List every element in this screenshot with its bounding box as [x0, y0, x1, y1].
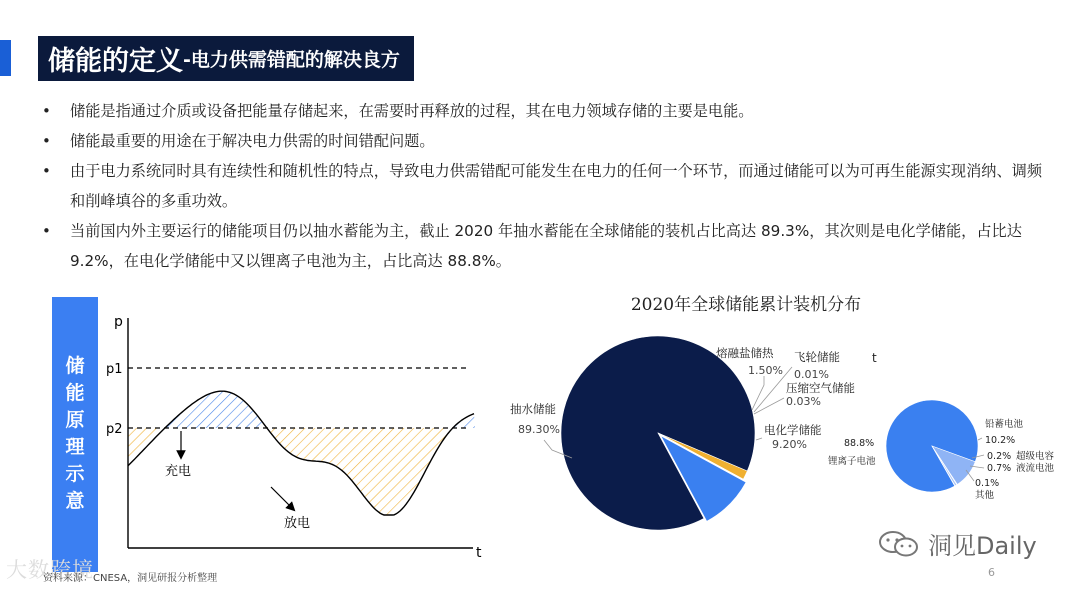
pie-label: 铅蓄电池 — [985, 419, 1024, 430]
pie-value: 1.50% — [748, 364, 783, 377]
brand-name: 洞见Daily — [928, 532, 1037, 560]
pie-main — [561, 336, 755, 530]
bullet-item: • 储能最重要的用途在于解决电力供需的时间错配问题。 — [42, 126, 1052, 156]
chart-title: 2020年全球储能累计装机分布 — [630, 295, 862, 315]
bullet-item: • 由于电力系统同时具有连续性和随机性的特点，导致电力供需错配可能发生在电力的任何一个环节，而通过储能可以为可再生能源实现消纳、调频和削峰填谷的多重功效。 — [42, 156, 1052, 216]
pie-label: 抽水储能 — [510, 402, 556, 416]
bullet-item: • 当前国内外主要运行的储能项目仍以抽水蓄能为主，截止 2020 年抽水蓄能在全球储能的装机占比高达 89.3%，其次则是电化学储能，占比达 9.2%，在电化学储能中又以锂离子电池为主，占比高达 88.8%。 — [42, 216, 1052, 276]
side-label-char: 意 — [65, 490, 85, 512]
wechat-icon — [878, 529, 922, 559]
brand-logo — [878, 526, 1037, 561]
bullet-item: • 储能是指通过介质或设备把能量存储起来，在需要时再释放的过程，其在电力领域存储的主要是电能。 — [42, 96, 1052, 126]
pie-value: 9.20% — [772, 438, 807, 451]
side-label-char: 能 — [65, 382, 85, 404]
pie-label: 压缩空气储能 — [786, 381, 855, 395]
pie-label: 液流电池 — [1016, 463, 1055, 474]
axis-x-label: t — [476, 545, 482, 561]
title-sub: -电力供需错配的解决良方 — [183, 49, 400, 71]
level-high-label: p1 — [106, 362, 123, 377]
sub-chart-title: t — [872, 351, 877, 365]
charge-label: 充电 — [165, 464, 192, 479]
title-main: 储能的定义 — [48, 46, 183, 77]
pie-value: 0.7% — [987, 463, 1012, 474]
side-label-char: 储 — [65, 355, 85, 377]
pie-label: 飞轮储能 — [794, 350, 840, 364]
pie-label: 锂离子电池 — [828, 456, 876, 467]
page-number: 6 — [988, 566, 995, 579]
pie-value: 89.30% — [518, 423, 560, 436]
level-low-label: p2 — [106, 422, 123, 437]
pie-label: 其他 — [975, 490, 995, 501]
pie-value: 0.1% — [975, 478, 1000, 489]
leader-line — [756, 438, 762, 440]
pie-label: 超级电容 — [1016, 451, 1055, 462]
leader-line — [752, 376, 764, 410]
side-label-char: 原 — [65, 409, 85, 431]
pie-value: 88.8% — [844, 438, 875, 449]
leader-line — [754, 398, 784, 414]
pie-value: 10.2% — [985, 435, 1016, 446]
side-label-char: 示 — [65, 463, 85, 485]
watermark: 大数跨境 — [6, 558, 94, 582]
pie-label: 熔融盐储热 — [716, 346, 774, 360]
source-note: 资料来源：CNESA，洞见研报分析整理 — [43, 573, 218, 584]
axis-y-label: p — [114, 314, 123, 330]
leader-line — [978, 438, 982, 440]
side-label-char: 理 — [65, 436, 85, 458]
pie-value: 0.01% — [794, 368, 829, 381]
pie-label: 电化学储能 — [764, 423, 822, 437]
pie-value: 0.2% — [987, 451, 1012, 462]
discharge-label: 放电 — [284, 516, 311, 531]
pie-value: 0.03% — [786, 395, 821, 408]
pie-sub — [886, 400, 978, 492]
